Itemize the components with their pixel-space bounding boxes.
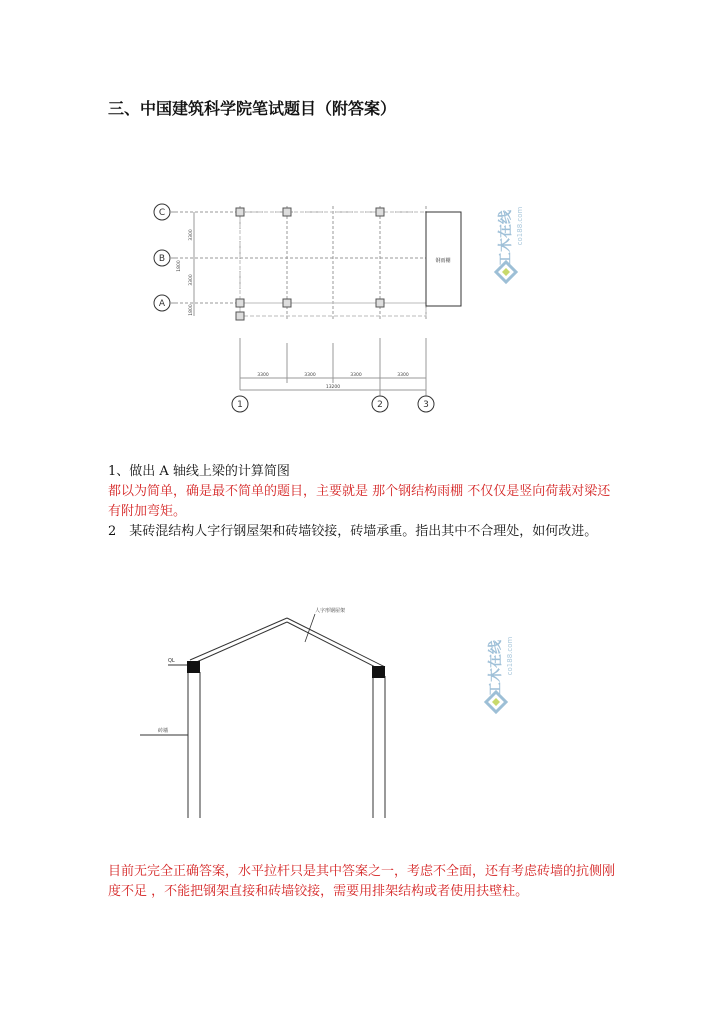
svg-text:co188.com: co188.com	[506, 636, 514, 676]
svg-text:co188.com: co188.com	[516, 206, 524, 246]
watermark-logo-1	[488, 180, 528, 290]
axis-row-a: A	[158, 299, 166, 309]
dim-bottom-3: 3300	[350, 373, 362, 378]
axis-col-3: 3	[423, 400, 429, 410]
canopy-label: 钢雨棚	[435, 258, 451, 264]
dim-left-4: 1800	[189, 304, 194, 316]
axis-col-1: 1	[237, 400, 243, 410]
dim-bottom-1: 3300	[257, 373, 269, 378]
dim-bottom-2: 3300	[304, 373, 316, 378]
question-1: 1、做出 A 轴线上梁的计算简图	[108, 464, 290, 479]
dim-left-2: 3300	[189, 274, 194, 286]
axis-row-c: C	[158, 208, 166, 218]
roof-truss-label: 人字形钢屋架	[315, 608, 346, 614]
dim-total: 13200	[325, 385, 341, 390]
dim-left-1: 3300	[189, 229, 194, 241]
watermark-logo-2	[478, 610, 518, 720]
question-2: 2 某砖混结构人字行钢屋架和砖墙铰接，砖墙承重。指出其中不合理处，如何改进。	[108, 524, 598, 539]
roof-truss-figure	[130, 600, 420, 830]
axis-row-b: B	[158, 254, 166, 264]
answer-1: 都以为简单，确是最不简单的题目，主要就是 那个钢结构雨棚 不仅仅是竖向荷载对梁还有附加弯矩。	[108, 484, 611, 519]
answer-2: 目前无完全正确答案，水平拉杆只是其中答案之一，考虑不全面，还有考虑砖墙的抗侧刚度不足 ，不能把钢架直接和砖墙铰接，需要用排架结构或者使用扶壁柱。	[108, 864, 616, 899]
ql-label: QL	[168, 658, 175, 664]
page-heading: 三、中国建筑科学院笔试题目（附答案）	[108, 99, 397, 118]
dim-left-3: 1800	[177, 260, 182, 272]
axis-col-2: 2	[377, 400, 383, 410]
brick-wall-label: 砖墙	[158, 728, 169, 734]
svg-text:工木在线: 工木在线	[498, 210, 514, 266]
structural-plan-figure	[140, 178, 480, 418]
dim-bottom-4: 3300	[397, 373, 409, 378]
svg-text:工木在线: 工木在线	[488, 640, 504, 696]
